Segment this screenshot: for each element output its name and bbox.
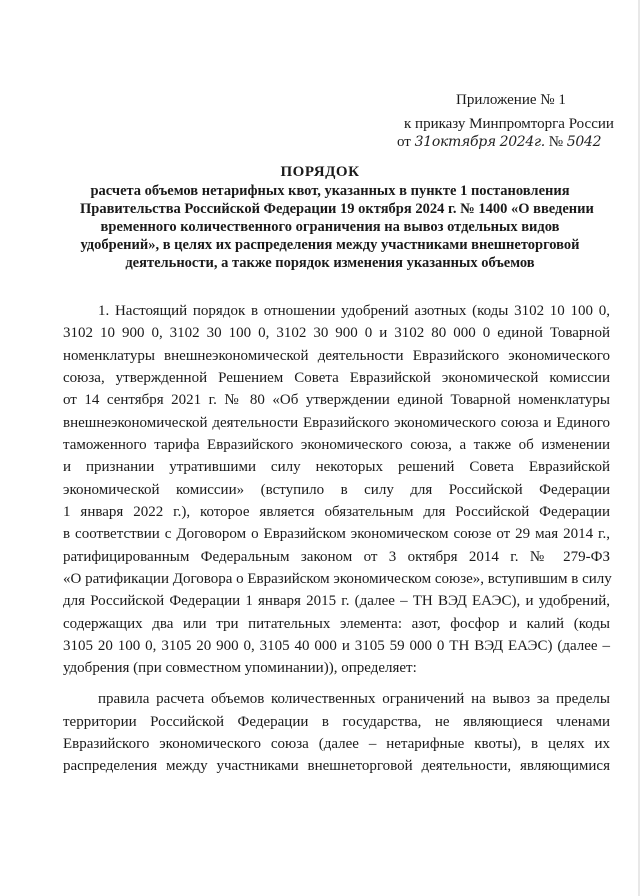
body-line: «О ратификации Договора о Евразийском экономическом союзе», вступившим в силу: [63, 571, 612, 587]
body-line: экономической комиссии» (вступило в силу для Российской Федерации: [63, 482, 610, 498]
handwritten-order-number: 5042: [566, 134, 602, 150]
document-title: ПОРЯДОК: [280, 164, 360, 180]
body-line: от 14 сентября 2021 г. № 80 «Об утверждении единой Товарной номенклатуры: [63, 392, 610, 408]
body-line: номенклатуры внешнеэкономической деятельности Евразийского экономического: [63, 348, 610, 364]
body-line: внешнеэкономической деятельности Евразийского экономического союза и Единого: [63, 415, 610, 431]
appendix-label: Приложение № 1: [456, 92, 566, 108]
order-signature-line: [397, 134, 601, 151]
handwritten-date: 31октября: [414, 134, 496, 150]
subtitle-line: Правительства Российской Федерации 19 октября 2024 г. № 1400 «О введении: [80, 201, 594, 217]
body-line: содержащих два или три питательных элемента: азот, фосфор и калий (коды: [63, 616, 610, 632]
body-line: союза, утвержденной Решением Совета Евразийской экономической комиссии: [63, 370, 610, 386]
subtitle-line: удобрений», в целях их распределения между участниками внешнеторговой: [80, 237, 580, 253]
body-line: таможенного тарифа Евразийского экономического союза, а также об изменении: [63, 437, 610, 453]
body-line: в соответствии с Договором о Евразийском экономическом союзе от 29 мая 2014 г.,: [63, 526, 610, 542]
order-date-prefix: от: [397, 134, 411, 150]
body-line: территории Российской Федерации в государства, не являющиеся членами: [63, 714, 610, 730]
body-line: ратифицированным Федеральным законом от 3 октября 2014 г. № 279-ФЗ: [63, 549, 610, 565]
body-line: для Российской Федерации 1 января 2015 г. (далее – ТН ВЭД ЕАЭС), и удобрений,: [63, 593, 610, 609]
order-reference: к приказу Минпромторга России: [404, 116, 614, 132]
body-line: правила расчета объемов количественных ограничений на вывоз за пределы: [98, 691, 610, 707]
subtitle-line: деятельности, а также порядок изменения указанных объемов: [125, 255, 535, 271]
subtitle-line: расчета объемов нетарифных квот, указанных в пункте 1 постановления: [90, 183, 570, 199]
body-line: 3102 10 900 0, 3102 30 100 0, 3102 30 900 0 и 3102 80 000 0 единой Товарной: [63, 325, 610, 341]
handwritten-year: 2024г.: [499, 134, 545, 150]
body-line: распределения между участниками внешнеторговой деятельности, являющимися: [63, 758, 610, 774]
body-line: и признании утратившими силу некоторых решений Совета Евразийской: [63, 459, 610, 475]
body-line: 1 января 2022 г.), которое является обязательным для Российской Федерации: [63, 504, 610, 520]
subtitle-line: временного количественного ограничения на вывоз отдельных видов: [100, 219, 560, 235]
body-line: Евразийского экономического союза (далее – нетарифные квоты), в целях их: [63, 736, 610, 752]
body-line: 1. Настоящий порядок в отношении удобрений азотных (коды 3102 10 100 0,: [98, 303, 610, 319]
body-line: удобрения (при совместном упоминании)), определяет:: [63, 660, 417, 676]
order-number-prefix: №: [548, 134, 564, 150]
body-line: 3105 20 100 0, 3105 20 900 0, 3105 40 000 и 3105 59 000 0 ТН ВЭД ЕАЭС) (далее –: [63, 638, 610, 654]
document-subtitle: [80, 182, 594, 272]
